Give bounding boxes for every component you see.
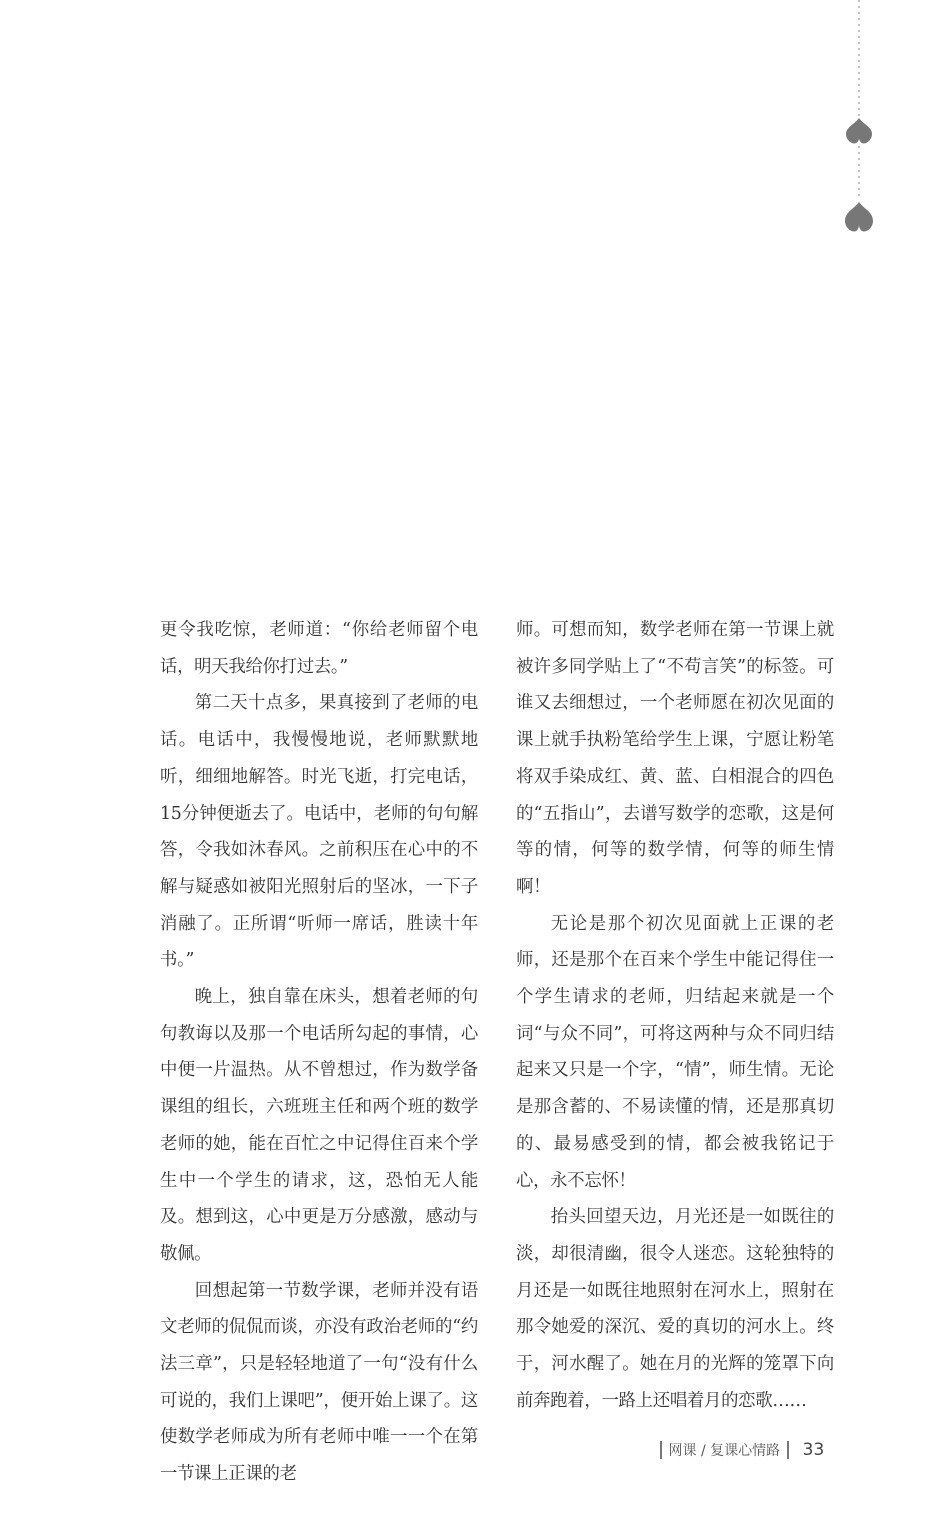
article-right-column <box>516 612 834 1419</box>
paragraph: 回想起第一节数学课，老师并没有语文老师的侃侃而谈，亦没有政治老师的“约法三章”，只是轻轻地道了一句“没有什么可说的，我们上课吧”，便开始上课了。这使数学老师成为所有老师中唯一一个在第一节课上正课的老 <box>160 1280 478 1485</box>
heart-pendant-icon <box>846 118 872 143</box>
footer-divider <box>660 1441 662 1459</box>
paragraph: 晚上，独自靠在床头，想着老师的句句教诲以及那一个电话所勾起的事情，心中便一片温热。从不曾想过，作为数学备课组的组长，六班班主任和两个班的数学老师的她，能在百忙之中记得住百来个学生中一个学生的请求，这，恐怕无人能及。想到这，心中更是万分感激，感动与敬佩。 <box>160 987 478 1264</box>
paragraph: 无论是那个初次见面就上正课的老师，还是那个在百来个学生中能记得住一个学生请求的老师，归结起来就是一个词“与众不同”，可将这两种与众不同归结起来又只是一个字，“情”，师生情。无论是那含蓄的、不易读懂的情，还是那真切的、最易感受到的情，都会被我铭记于心，永不忘怀！ <box>516 913 834 1191</box>
decorative-heart-pendants <box>840 0 880 240</box>
paragraph: 第二天十点多，果真接到了老师的电话。电话中，我慢慢地说，老师默默地听，细细地解答。时光飞逝，打完电话，15分钟便逝去了。电话中，老师的句句解答，令我如沐春风。之前积压在心中的不解与疑惑如被阳光照射后的坚冰，一下子消融了。正所谓“听师一席话，胜读十年书。” <box>160 693 478 971</box>
page-footer <box>660 1438 824 1462</box>
heart-pendant-icon <box>845 202 873 231</box>
footer-divider <box>787 1441 789 1459</box>
paragraph: 更令我吃惊，老师道：“你给老师留个电话，明天我给你打过去。” <box>160 620 478 677</box>
section-title: 网课 / 复课心情路 <box>668 1443 781 1459</box>
paragraph: 师。可想而知，数学老师在第一节课上就被许多同学贴上了“不苟言笑”的标签。可谁又去细想过，一个老师愿在初次见面的课上就手执粉笔给学生上课，宁愿让粉笔将双手染成红、黄、蓝、白相混合的四色的“五指山”，去谱写数学的恋歌，这是何等的情，何等的数学情，何等的师生情啊！ <box>516 620 834 897</box>
page-number: 33 <box>802 1440 825 1460</box>
paragraph: 抬头回望天边，月光还是一如既往的淡，却很清幽，很令人迷恋。这轮独特的月还是一如既往地照射在河水上，照射在那令她爱的深沉、爱的真切的河水上。终于，河水醒了。她在月的光辉的笼罩下向前奔跑着，一路上还唱着月的恋歌…… <box>516 1207 834 1411</box>
article-left-column <box>160 612 478 1493</box>
